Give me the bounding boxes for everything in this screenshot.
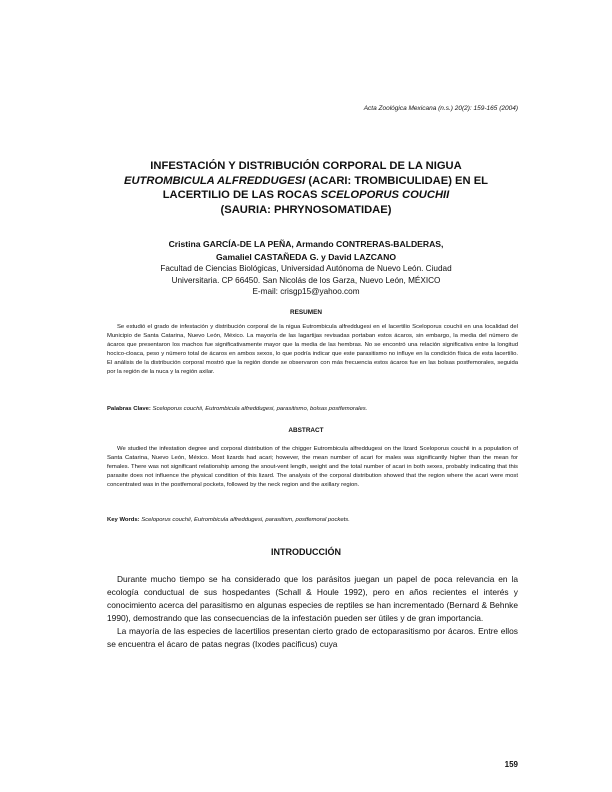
title-line-3 xyxy=(90,188,522,203)
intro-paragraph-1: Durante mucho tiempo se ha considerado que los parásitos juegan un papel de poca relevancia en la ecología conductual de sus hospedantes (Schall & Houle 1992), pero en años recientes el interés y conocimiento acerca del parasitismo en algunas especies de reptiles se han incrementado (Bernard & Behnke 1990), demostrando que las consecuencias de la infestación pueden ser útiles y de gran importancia. xyxy=(107,574,518,623)
abstract-keywords xyxy=(107,516,518,525)
intro-body xyxy=(107,573,518,651)
abstract-text: We studied the infestation degree and corporal distribution of the chigger Eutrombicula alfreddugesi on the lizard Sceloporus couchii in a population of Santa Catarina, Nuevo León, México. Most lizards had acari; however, the mean number of acari for males was significantly higher than the mean for females. There was not significant relationship among the snout-vent length, weight and the total number of acari in both sexes, probably indicating that this parasite does not influence the physical condition of this lizard. The analysis of the corporal distribution showed that the region where the acari were most concentrated was in the postfemoral pockets, followed by the neck region and the axillary region. xyxy=(107,446,518,489)
title-line-2 xyxy=(90,174,522,189)
affiliation xyxy=(110,263,502,298)
resumen-keywords-text: Sceloporus couchii, Eutrombicula alfreddugesi, parasitismo, bolsas postfemorales. xyxy=(150,406,368,412)
abstract-keywords-label: Key Words: xyxy=(107,517,140,523)
abstract-keywords-text: Sceloporus couchii, Eutrombicula alfreddugesi, parasitism, postfemoral pockets. xyxy=(139,517,350,523)
affiliation-line-2: Universitaria. CP 66450. San Nicolás de los Garza, Nuevo León, MÉXICO xyxy=(171,275,441,285)
resumen-heading: RESUMEN xyxy=(290,309,322,316)
title-line-1: INFESTACIÓN Y DISTRIBUCIÓN CORPORAL DE LA NIGUA xyxy=(150,160,462,172)
intro-paragraph-2: La mayoría de las especies de lacertilios presentan cierto grado de ectoparasitismo por ácaros. Entre ellos se encuentra el ácaro de patas negras (Ixodes pacificus) cuya xyxy=(107,626,518,649)
page-number: 159 xyxy=(504,760,518,769)
title-line-2-rest: (ACARI: TROMBICULIDAE) EN EL xyxy=(305,174,488,187)
resumen-keywords-label: Palabras Clave: xyxy=(107,406,151,412)
resumen-text: Se estudió el grado de infestación y distribución corporal de la nigua Eutrombicula alfreddugesi en el lacertilio Sceloporus couchii en una localidad del Municipio de Santa Catarina, Nuevo León, México. La mayoría de las lagartijas revisadas portaban estos ácaros, sin embargo, la media del número de ácaros que presentaron los machos fue significativamente mayor que la media de las hembras. No se encontró una relación significativa entre la longitud hocico-cloaca, peso y número total de ácaros en ambos sexos, lo que podría indicar que este parasitismo no influye en la condición física de esta lacertilio. El análisis de la distribución corporal mostró que la región donde se observaron con más frecuencia estos ácaros fue en las bolsas postfemorales, seguida por la región de la nuca y la región axilar. xyxy=(107,324,518,376)
authors-line-1: Cristina GARCÍA-DE LA PEÑA, Armando CONTRERAS-BALDERAS, xyxy=(168,239,444,249)
affiliation-line-1: Facultad de Ciencias Biológicas, Universidad Autónoma de Nuevo León. Ciudad xyxy=(160,264,452,273)
title-line-3-start: LACERTILIO DE LAS ROCAS xyxy=(162,189,321,202)
intro-heading: INTRODUCCIÓN xyxy=(271,547,341,557)
abstract-heading: ABSTRACT xyxy=(288,427,324,434)
authors-line-2: Gamaliel CASTAÑEDA G. y David LAZCANO xyxy=(215,252,397,262)
author-list xyxy=(90,238,522,264)
resumen-keywords xyxy=(107,405,518,414)
title-line-4: (SAURIA: PHRYNOSOMATIDAE) xyxy=(220,203,392,216)
title-species-italic: EUTROMBICULA ALFREDDUGESI xyxy=(124,174,306,187)
journal-citation: Acta Zoológica Mexicana (n.s.) 20(2): 159-165 (2004) xyxy=(363,105,518,112)
article-title xyxy=(90,159,522,217)
affiliation-email: E-mail: crisgp15@yahoo.com xyxy=(252,287,360,297)
title-host-italic: SCELOPORUS COUCHII xyxy=(320,189,450,202)
